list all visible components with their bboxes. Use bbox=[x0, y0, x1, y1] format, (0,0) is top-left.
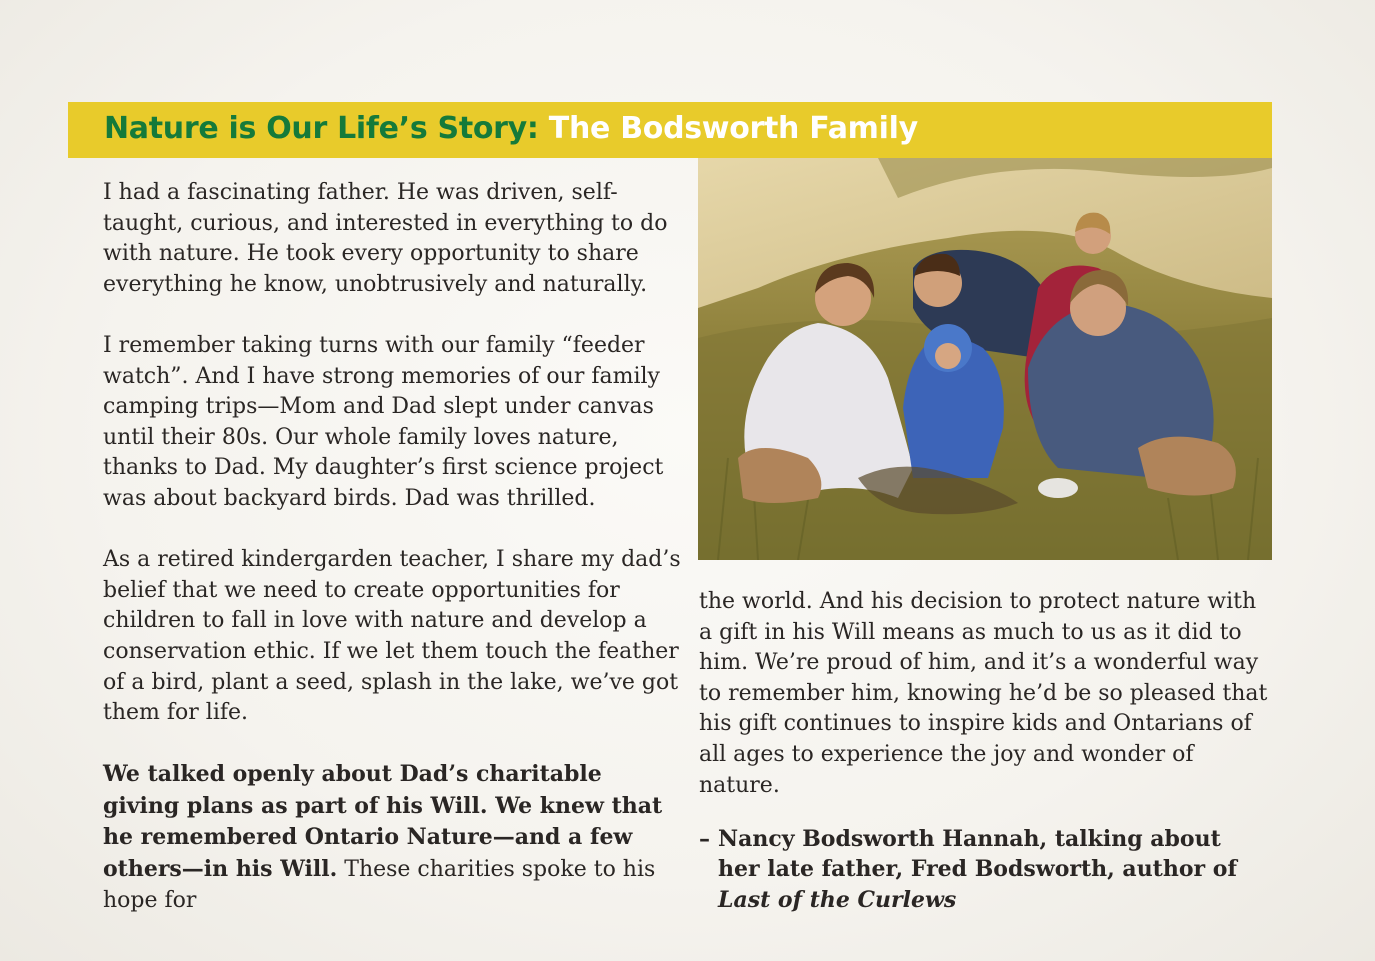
quote-book-title: Last of the Curlews bbox=[718, 886, 957, 913]
right-text-column bbox=[699, 587, 1269, 916]
left-text-column bbox=[103, 178, 683, 947]
title-green-part: Nature is Our Life’s Story: bbox=[104, 111, 539, 146]
paragraph-1: I had a fascinating father. He was driven, self-taught, curious, and interested in everything to do with nature. He took every opportunity to share everything he know, unobtrusively and naturally. bbox=[103, 180, 668, 297]
family-photo bbox=[698, 158, 1272, 560]
paragraph-4-bold: We talked openly about Dad’s charitable giving plans as part of his Will. We knew that he remembered Ontario Nature—and a few others—in his Will. bbox=[103, 761, 663, 883]
paragraph-3: As a retired kindergarden teacher, I share my dad’s belief that we need to create opportunities for children to fall in love with nature and develop a conservation ethic. If we let them touch the feather of a bird, plant a seed, splash in the lake, we’ve got them for life. bbox=[103, 547, 681, 726]
title-white-part: The Bodsworth Family bbox=[548, 111, 918, 146]
quote-attribution-text: Nancy Bodsworth Hannah, talking about her late father, Fred Bodsworth, author of bbox=[718, 825, 1237, 883]
paragraph-4 bbox=[103, 759, 683, 916]
paragraph-5: the world. And his decision to protect nature with a gift in his Will means as much to us as it did to him. We’re proud of him, and it’s a wonderful way to remember him, knowing he’d be so pleased that his gift continues to inspire kids and Ontarians of all ages to experience the joy and wonder of nature. bbox=[699, 589, 1268, 798]
page-title bbox=[104, 111, 918, 146]
paragraph-4-regular: These charities spoke to his hope for bbox=[103, 857, 656, 913]
title-banner bbox=[68, 102, 1272, 158]
quote-attribution bbox=[699, 824, 1269, 916]
paragraph-2: I remember taking turns with our family “feeder watch”. And I have strong memories of our family camping trips—Mom and Dad slept under canvas until their 80s. Our whole family loves nature, thanks to Dad. My daughter’s first science project was about backyard birds. Dad was thrilled. bbox=[103, 332, 664, 511]
quote-dash: – bbox=[699, 825, 710, 852]
